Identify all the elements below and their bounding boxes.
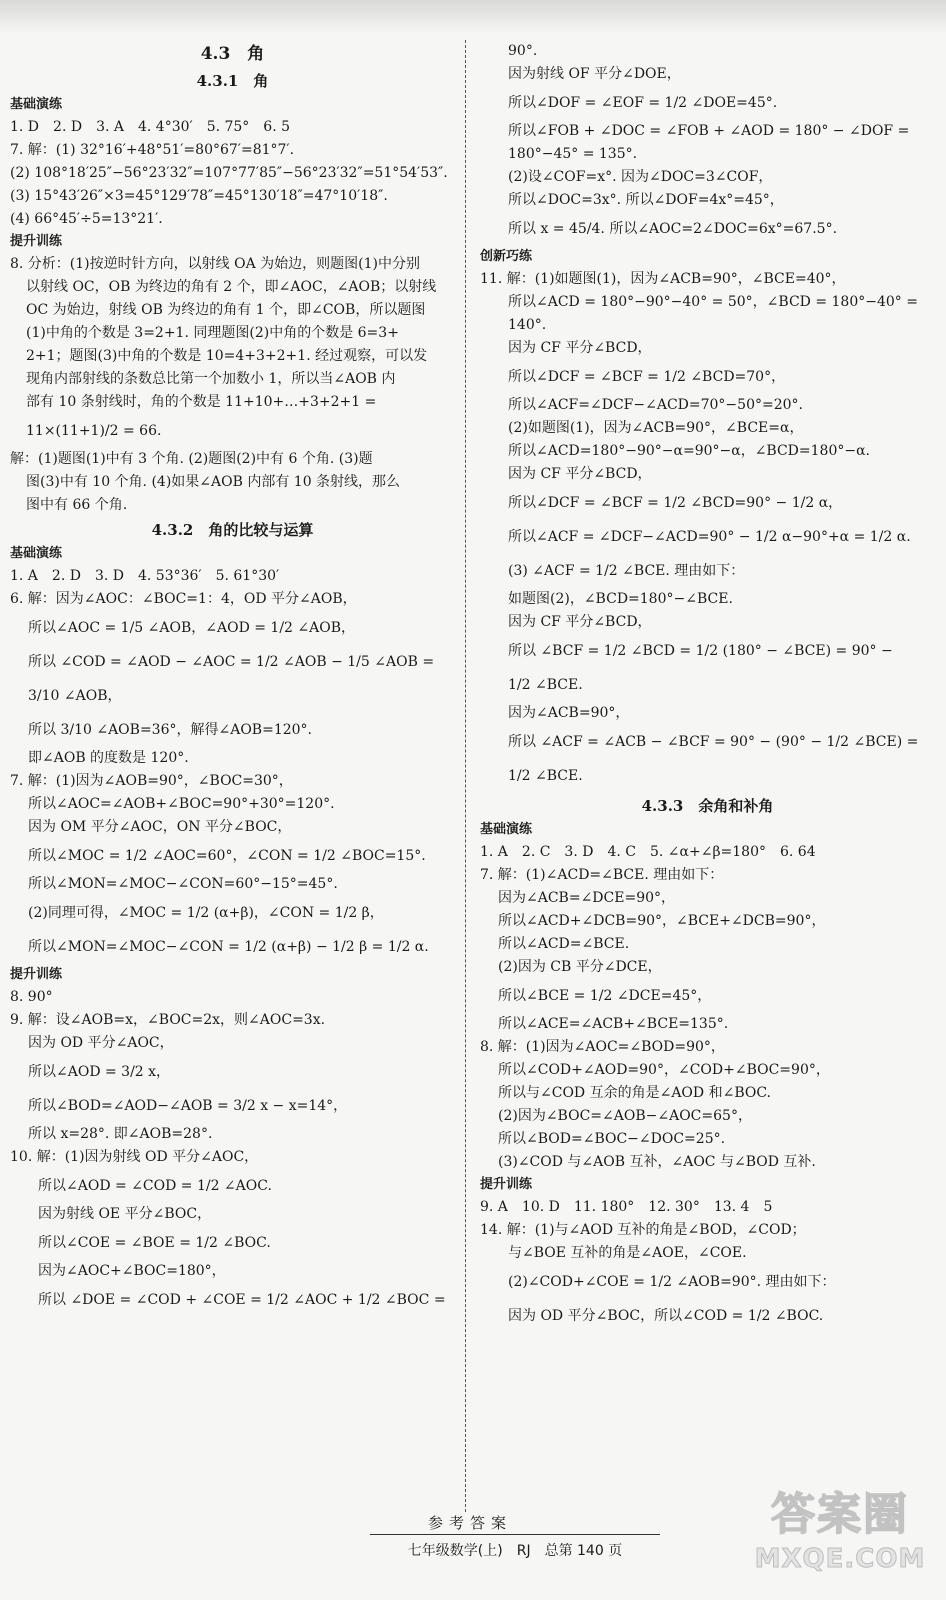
answer-line: 图(3)中有 10 个角. (4)如果∠AOB 内部有 10 条射线，那么 — [26, 474, 401, 490]
answer-line: 所以∠DCF = ∠BCF = 1/2 ∠BCD=70°， — [508, 369, 786, 385]
answer-line: 1/2 ∠BCE. — [508, 768, 583, 784]
answer-line: (2)因为 CB 平分∠DCE， — [498, 959, 662, 975]
answer-line: 所以 3/10 ∠AOB=36°，解得∠AOB=120°. — [28, 722, 312, 738]
answer-line: (2)同理可得，∠MOC = 1/2 (α+β)，∠CON = 1/2 β， — [28, 905, 384, 921]
answer-line: 所以∠ACF = ∠DCF−∠ACD=90° − 1/2 α−90°+α = 1/2 α. — [508, 529, 911, 545]
answer-line: 8. 分析：(1)按逆时针方向，以射线 OA 为始边，则题图(1)中分别 — [10, 256, 420, 272]
answer-line: (1)中角的个数是 3=2+1. 同理题图(2)中角的个数是 6=3+ — [26, 325, 399, 341]
answer-line: 因为∠ACB=∠DCE=90°， — [498, 890, 676, 906]
exercise-category-label: 提升训练 — [10, 967, 63, 982]
answer-line: 因为∠ACB=90°， — [508, 705, 630, 721]
answer-line: 14. 解：(1)与∠AOD 互补的角是∠BOD，∠COD； — [480, 1222, 806, 1238]
answer-line: 以射线 OC，OB 为终边的角有 2 个，即∠AOC，∠AOB；以射线 — [26, 279, 437, 295]
answer-line: 所以∠ACD = 180°−90°−40° = 50°，∠BCD = 180°−40° = — [508, 294, 918, 310]
answer-line: 如题图(2)，∠BCD=180°−∠BCE. — [508, 591, 733, 607]
answer-line: 140°. — [508, 317, 547, 333]
footer-page-info: 七年级数学(上) RJ 总第 140 页 — [407, 1543, 623, 1559]
answer-line: 所以∠ACD+∠DCB=90°，∠BCE+∠DCB=90°， — [498, 913, 826, 929]
answer-line: 解：(1)题图(1)中有 3 个角. (2)题图(2)中有 6 个角. (3)题 — [10, 451, 373, 467]
answer-line: 因为射线 OE 平分∠BOC， — [38, 1206, 212, 1222]
answer-line: 所以∠ACD=180°−90°−α=90°−α，∠BCD=180°−α. — [508, 443, 870, 459]
answer-line: 所以∠ACE=∠ACB+∠BCE=135°. — [498, 1016, 729, 1032]
section-title: 4.3 角 — [200, 44, 265, 64]
subsection-title: 4.3.2 角的比较与运算 — [151, 521, 314, 539]
answer-line: (3) ∠ACF = 1/2 ∠BCE. 理由如下： — [508, 563, 745, 579]
answer-line: (2) 108°18′25″−56°23′32″=107°77′85″−56°23′32″=51°54′53″. — [10, 165, 448, 181]
answer-line: 现角内部射线的条数总比第一个加数小 1，所以当∠AOB 内 — [26, 371, 396, 387]
answer-line: 2+1；题图(3)中角的个数是 10=4+3+2+1. 经过观察，可以发 — [26, 348, 428, 364]
answer-line: 90°. — [508, 43, 538, 59]
answer-line: (2)因为∠BOC=∠AOB−∠AOC=65°， — [498, 1108, 752, 1124]
answer-line: 因为 CF 平分∠BCD， — [508, 614, 652, 630]
answer-line: 所以∠DCF = ∠BCF = 1/2 ∠BCD=90° − 1/2 α， — [508, 495, 843, 511]
exercise-category-label: 基础演练 — [10, 546, 63, 561]
answer-line: 所以∠MON=∠MOC−∠CON = 1/2 (α+β) − 1/2 β = 1/2 α. — [28, 939, 429, 955]
answer-line: 所以∠ACD=∠BCE. — [498, 936, 630, 952]
answer-line: 8. 解：(1)因为∠AOC=∠BOD=90°， — [480, 1039, 725, 1055]
answer-line: 10. 解：(1)因为射线 OD 平分∠AOC， — [10, 1149, 259, 1165]
exercise-category-label: 提升训练 — [480, 1177, 533, 1192]
subsection-title: 4.3.3 余角和补角 — [641, 797, 774, 815]
answer-line: 11×(11+1)/2 = 66. — [26, 423, 162, 439]
answer-line: OC 为始边，射线 OB 为终边的角有 1 个，即∠COB，所以题图 — [26, 302, 426, 318]
answer-line: 所以∠BCE = 1/2 ∠DCE=45°， — [498, 988, 712, 1004]
answer-line: 因为 CF 平分∠BCD， — [508, 340, 652, 356]
answer-line: (3)∠COD 与∠AOB 互补，∠AOC 与∠BOD 互补. — [498, 1154, 816, 1170]
answer-line: 部有 10 条射线时，角的个数是 11+10+…+3+2+1 = — [26, 394, 377, 410]
answer-line: 1. D 2. D 3. A 4. 4°30′ 5. 75° 6. 5 — [10, 119, 291, 135]
answer-line: (3) 15°43′26″×3=45°129′78″=45°130′18″=47°10′18″. — [10, 188, 388, 204]
answer-line: 所以∠AOC=∠AOB+∠BOC=90°+30°=120°. — [28, 796, 335, 812]
right-answer-column — [480, 40, 935, 1333]
subsection-title: 4.3.1 角 — [196, 72, 269, 90]
answer-line: 7. 解：(1)因为∠AOB=90°，∠BOC=30°， — [10, 773, 293, 789]
answer-line: 所以∠MOC = 1/2 ∠AOC=60°，∠CON = 1/2 ∠BOC=15°. — [28, 848, 426, 864]
answer-line: 8. 90° — [10, 989, 53, 1005]
answer-line: 所以∠ACF=∠DCF−∠ACD=70°−50°=20°. — [508, 397, 803, 413]
answer-line: 所以∠DOF = ∠EOF = 1/2 ∠DOE=45°. — [508, 95, 778, 111]
column-divider — [465, 40, 466, 1512]
answer-line: 11. 解：(1)如题图(1)，因为∠ACB=90°，∠BCE=40°， — [480, 271, 846, 287]
answer-line: 所以∠AOD = 3/2 x， — [28, 1064, 171, 1080]
exercise-category-label: 基础演练 — [480, 822, 533, 837]
footer-title: 参考答案 — [427, 1514, 512, 1532]
answer-line: 7. 解：(1)∠ACD=∠BCE. 理由如下： — [480, 867, 724, 883]
watermark-site: MXQE.COM — [754, 1544, 926, 1574]
answer-line: 7. 解：(1) 32°16′+48°51′=80°67′=81°7′. — [10, 142, 295, 158]
answer-line: 因为 OD 平分∠BOC，所以∠COD = 1/2 ∠BOC. — [508, 1308, 824, 1324]
page-top-shadow — [0, 0, 946, 34]
answer-line: 所以∠COD+∠AOD=90°，∠COD+∠BOC=90°， — [498, 1062, 830, 1078]
answer-line: 1. A 2. D 3. D 4. 53°36′ 5. 61°30′ — [10, 568, 280, 584]
answer-line: 所以∠MON=∠MOC−∠CON=60°−15°=45°. — [28, 876, 338, 892]
answer-line: 所以与∠COD 互余的角是∠AOD 和∠BOC. — [498, 1085, 772, 1101]
answer-line: 与∠BOE 互补的角是∠AOE，∠COE. — [508, 1245, 747, 1261]
left-answer-column — [10, 40, 455, 1317]
watermark-logo — [745, 1478, 935, 1590]
answer-line: 即∠AOB 的度数是 120°. — [28, 750, 189, 766]
answer-line: 所以∠FOB + ∠DOC = ∠FOB + ∠AOD = 180° − ∠DOF = — [508, 123, 910, 139]
answer-line: 所以∠BOD=∠BOC−∠DOC=25°. — [498, 1131, 726, 1147]
answer-line: 所以 ∠ACF = ∠ACB − ∠BCF = 90° − (90° − 1/2 ∠BCE) = — [508, 734, 919, 750]
answer-line: (2)∠COD+∠COE = 1/2 ∠AOB=90°. 理由如下： — [508, 1274, 836, 1290]
answer-line: 3/10 ∠AOB， — [28, 688, 122, 704]
answer-line: 所以 ∠DOE = ∠COD + ∠COE = 1/2 ∠AOC + 1/2 ∠BOC = — [38, 1292, 446, 1308]
answer-line: 所以 x = 45/4. 所以∠AOC=2∠DOC=6x°=67.5°. — [508, 221, 838, 237]
answer-line: 因为射线 OF 平分∠DOE， — [508, 66, 681, 82]
answer-line: 9. 解：设∠AOB=x，∠BOC=2x，则∠AOC=3x. — [10, 1012, 326, 1028]
watermark-mark: 答案圈 — [771, 1489, 909, 1540]
answer-line: 所以∠DOC=3x°. 所以∠DOF=4x°=45°， — [508, 192, 784, 208]
answer-line: 所以∠BOD=∠AOD−∠AOB = 3/2 x − x=14°， — [28, 1098, 348, 1114]
answer-line: 1. A 2. C 3. D 4. C 5. ∠α+∠β=180° 6. 64 — [480, 844, 816, 860]
answer-line: 图中有 66 个角. — [26, 497, 128, 513]
exercise-category-label: 提升训练 — [10, 234, 63, 249]
answer-line: 因为∠AOC+∠BOC=180°， — [38, 1263, 226, 1279]
exercise-category-label: 基础演练 — [10, 97, 63, 112]
footer-rule — [370, 1534, 660, 1535]
answer-line: 因为 CF 平分∠BCD， — [508, 466, 652, 482]
answer-line: 所以∠AOD = ∠COD = 1/2 ∠AOC. — [38, 1178, 272, 1194]
answer-line: 9. A 10. D 11. 180° 12. 30° 13. 4 5 — [480, 1199, 773, 1215]
answer-line: 所以 x=28°. 即∠AOB=28°. — [28, 1126, 213, 1142]
answer-line: 180°−45° = 135°. — [508, 146, 638, 162]
answer-line: (4) 66°45′÷5=13°21′. — [10, 211, 163, 227]
answer-line: (2)设∠COF=x°. 因为∠DOC=3∠COF， — [508, 169, 773, 185]
answer-line: 所以 ∠BCF = 1/2 ∠BCD = 1/2 (180° − ∠BCE) = 90° − — [508, 643, 893, 659]
answer-line: (2)如题图(1)，因为∠ACB=90°，∠BCE=α， — [508, 420, 804, 436]
answer-line: 因为 OD 平分∠AOC， — [28, 1035, 174, 1051]
answer-line: 所以 ∠COD = ∠AOD − ∠AOC = 1/2 ∠AOB − 1/5 ∠AOB = — [28, 654, 435, 670]
exercise-category-label: 创新巧练 — [480, 249, 533, 264]
answer-line: 所以∠AOC = 1/5 ∠AOB，∠AOD = 1/2 ∠AOB， — [28, 620, 356, 636]
answer-line: 1/2 ∠BCE. — [508, 677, 583, 693]
answer-line: 6. 解：因为∠AOC：∠BOC=1：4，OD 平分∠AOB， — [10, 591, 357, 607]
answer-line: 因为 OM 平分∠AOC，ON 平分∠BOC， — [28, 819, 292, 835]
answer-line: 所以∠COE = ∠BOE = 1/2 ∠BOC. — [38, 1235, 271, 1251]
